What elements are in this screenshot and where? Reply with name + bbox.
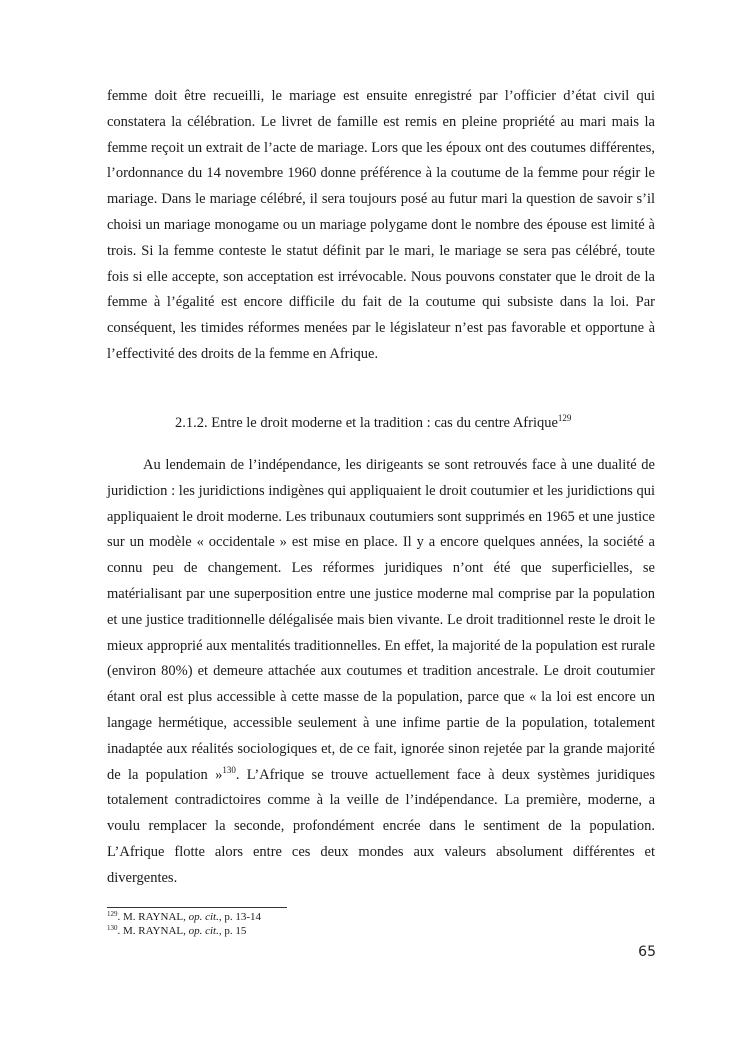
section-heading (107, 411, 655, 437)
footnote-ref-129[interactable]: 129 (557, 413, 572, 423)
footnote-italic: op. cit. (188, 925, 219, 937)
page-number: 65 (638, 944, 656, 960)
footnote-number: 129 (107, 910, 118, 918)
section-heading-text: 2.1.2. Entre le droit moderne et la tradition : cas du centre Afrique (175, 415, 558, 431)
footnote-suffix: , p. 15 (218, 925, 247, 937)
footnote-separator (107, 907, 287, 908)
body-paragraph-2 (107, 453, 655, 892)
footnote-prefix: . M. RAYNAL, (117, 911, 189, 923)
footnote-130 (107, 925, 655, 938)
footnote-ref-130[interactable]: 130 (222, 764, 236, 775)
footnote-number: 130 (107, 924, 118, 932)
body-paragraph-1: femme doit être recueilli, le mariage est ensuite enregistré par l’officier d’état civil qui constatera la célébration. Le livret de famille est remis en pleine propriété au mari mais la femme reçoit un extrait de l’acte de mariage. Lors que les époux ont des coutumes différentes, l’ordonnance du 14 novembre 1960 donne préférence à la coutume de la femme pour régir le mariage. Dans le mariage célébré, il sera toujours posé au futur mari la question de savoir s’il choisi un mariage monogame ou un mariage polygame dont le nombre des épouse est limité à trois. Si la femme conteste le statut définit par le mari, le mariage se sera pas célébré, toute fois si elle accepte, son acceptation est irrévocable. Nous pouvons constater que le droit de la femme à l’égalité est encore difficile du fait de la coutume qui subsiste dans la loi. Par conséquent, les timides réformes menées par le législateur n’est pas favorable et opportune à l’effectivité des droits de la femme en Afrique. (107, 88, 655, 362)
paragraph-2-text-part2: . L’Afrique se trouve actuellement face à deux systèmes juridiques totalement contradictoires comme à la veille de l’indépendance. La première, moderne, a voulu remplacer la seconde, profondément encrée dans le sentiment de la population. L’Afrique flotte alors entre ces deux mondes aux valeurs absolument différentes et divergentes. (107, 766, 656, 886)
footnote-suffix: , p. 13-14 (218, 911, 262, 923)
footnote-prefix: . M. RAYNAL, (117, 925, 189, 937)
footnote-129 (107, 911, 655, 924)
footnote-italic: op. cit. (188, 911, 219, 923)
paragraph-2-text-part1: Au lendemain de l’indépendance, les dirigeants se sont retrouvés face à une dualité de juridiction : les juridictions indigènes qui appliquaient le droit coutumier et les juridictions qui appliquaient le droit moderne. Les tribunaux coutumiers sont supprimés en 1965 et une justice sur un modèle « occidentale » est mise en place. Il y a encore quelques années, la société a connu peu de changement. Les réformes juridiques n’ont été que superficielles, se matérialisant par une superposition entre une justice moderne mal comprise par la population et une justice traditionnelle délégalisée mais bien vivante. Le droit traditionnel reste le droit le mieux approprié aux mentalités traditionnelles. En effet, la majorité de la population est rurale (environ 80%) et demeure attachée aux coutumes et tradition ancestrale. Le droit coutumier étant oral est plus accessible à cette masse de la population, parce que « la loi est encore un langage hermétique, accessible seulement à une infime partie de la population, totalement inadaptée aux réalités sociologiques et, de ce fait, ignorée sinon rejetée par la grande majorité de la population » (107, 457, 655, 783)
